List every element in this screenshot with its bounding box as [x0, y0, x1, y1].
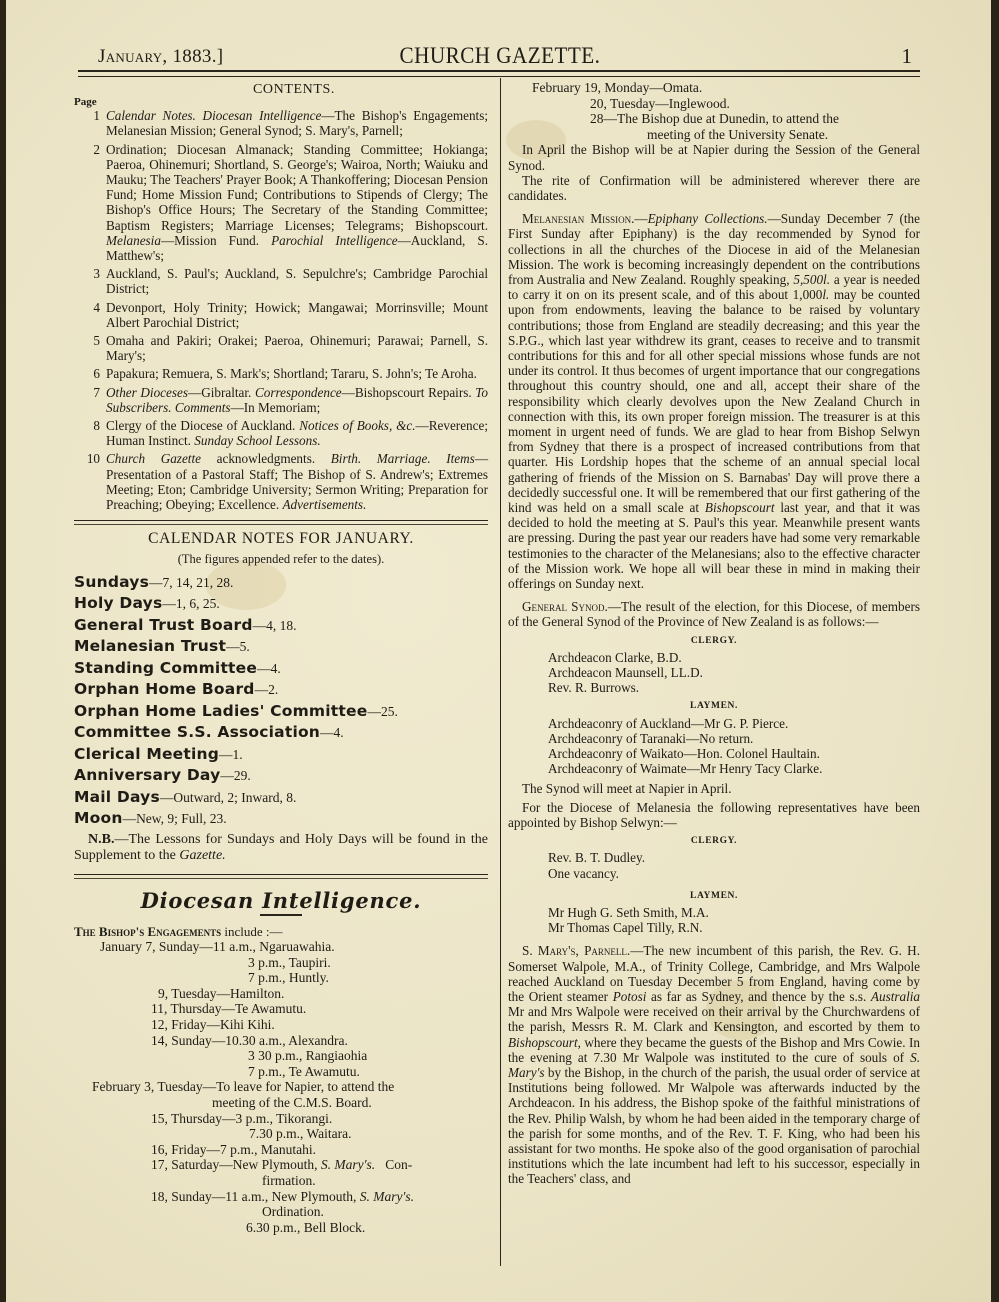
laymen-list	[508, 716, 920, 777]
engagement-line: 7.30 p.m., Waitara.	[249, 1126, 352, 1142]
name-entry: Mr Thomas Capel Tilly, R.N.	[548, 920, 703, 936]
general-synod-article: General Synod.—The result of the election, for this Diocese, of members of the General Synod of the Province of New Zealand is as follows:—	[508, 599, 920, 630]
calendar-value: —2.	[254, 682, 279, 698]
page-edge-right	[991, 0, 999, 1302]
calendar-label: Clerical Meeting	[74, 744, 220, 763]
calendar-row	[74, 744, 488, 766]
section-rule	[74, 520, 488, 525]
calendar-row	[74, 593, 488, 615]
name-entry: Archdeaconry of Auckland—Mr G. P. Pierce.	[548, 715, 789, 731]
calendar-value: —29.	[220, 768, 251, 784]
calendar-value: —25.	[367, 703, 398, 719]
publication-title: CHURCH GAZETTE.	[399, 43, 601, 68]
contents-item	[74, 366, 488, 381]
engagement-line: February 3, Tuesday—To leave for Napier, to attend the	[92, 1079, 395, 1095]
calendar-row	[74, 808, 488, 830]
calendar-row	[74, 572, 488, 594]
contents-page-number: 2	[93, 141, 100, 157]
laymen-label: LAYMEN.	[690, 701, 738, 712]
calendar-value: —1.	[219, 746, 243, 762]
engagements-list	[74, 939, 488, 1235]
calendar-label: Orphan Home Board	[74, 680, 255, 699]
calendar-row	[74, 722, 488, 744]
calendar-heading: CALENDAR NOTES FOR JANUARY.	[148, 530, 414, 548]
name-entry: Rev. B. T. Dudley.	[548, 850, 646, 866]
calendar-value: —4, 18.	[252, 617, 297, 633]
name-entry: Archdeaconry of Waimate—Mr Henry Tacy Clarke.	[548, 761, 823, 777]
calendar-row	[74, 679, 488, 701]
melanesian-mission-article: Melanesian Mission.—Epiphany Collections.—Sunday December 7 (the First Sunday after Epiphany) is the day recommended by Synod for collections in all the churches of the Diocese in aid of the Melanesian Mission. The work is becoming increasingly dependent on the contributions from Australia and New Zealand. Roughly speaking, 5,500l. a year is needed to carry it on on its present scale, and of this about 1,000l. may be counted upon from endowments, leaving the balance to be raised by voluntary contributions; those from England are steadily decreasing; and this year the S.P.G., which last year withdrew its grant, ceases to receive and to transmit contributions for this and for all other special missions whose funds are not under its control. It thus becomes of urgent importance that our congregations throughout this country should, one and all, accept their share of the responsibility which clearly devolves upon the New Zealand Church in connection with this, its own proper foreign mission. The treasurer is at this moment in urgent need of funds. We are glad to hear from Bishop Selwyn from Sydney that there is a prospect of increased contributions from that quarter. His Lordship hopes that the scheme of an annual special local gathering of friends of the Mission on S. Barnabas' Day will prove there a decidedly successful one. It will be remembered that our first gathering of the kind was held on a small scale at Bishopscourt last year, and that it was decided to hold the meeting at S. Paul's this year. Meanwhile present wants are pressing. During the past year our readers have had some very remarkable testimonies to the character of the Melanesians; also to the effective character of the Mission work. We hope all will bear these in mind in making their offerings on Sunday next.	[508, 211, 921, 592]
calendar-label: Anniversary Day	[74, 766, 221, 785]
contents-page-number: 8	[93, 418, 100, 434]
engagement-line: 7 p.m., Te Awamutu.	[248, 1063, 360, 1079]
engagement-line: 20, Tuesday—Inglewood.	[590, 95, 730, 111]
engagement-line: February 19, Monday—Omata.	[532, 80, 703, 95]
contents-item	[74, 333, 488, 363]
contents-page-number: 7	[93, 384, 100, 400]
engagement-line: 15, Thursday—3 p.m., Tikorangi.	[151, 1110, 333, 1126]
calendar-value: —Outward, 2; Inward, 8.	[159, 789, 297, 805]
clergy-list	[508, 650, 920, 696]
contents-page-label: Page	[74, 96, 97, 109]
right-column	[508, 80, 920, 1187]
calendar-value: —4.	[257, 660, 281, 676]
engagement-line: 16, Friday—7 p.m., Manutahi.	[151, 1141, 316, 1157]
engagement-line: firmation.	[262, 1173, 316, 1188]
calendar-note: N.B.—The Lessons for Sundays and Holy Days will be found in the Supplement to the Gazette.	[74, 831, 488, 863]
contents-item	[74, 142, 488, 264]
mel-clergy-label: CLERGY.	[690, 836, 738, 847]
engagement-line: Ordination.	[262, 1204, 324, 1220]
diocesan-intelligence-heading: Diocesan Intelligence.	[140, 887, 422, 913]
contents-entry-text: Auckland, S. Paul's; Auckland, S. Sepulchre's; Cambridge Parochial District;	[106, 266, 488, 297]
name-entry: Rev. R. Burrows.	[548, 680, 640, 696]
calendar-label: Mail Days	[74, 787, 160, 806]
contents-heading: CONTENTS.	[252, 82, 335, 97]
contents-entry-text: Ordination; Diocesan Almanack; Standing Committee; Hokianga; Paeroa, Ohinemuri; Shortland, S. George's; Wairoa, North; Waiuku and Mauku; The Teachers' Prayer Book; A Thankoffering; Diocesan Pension Fund; Home Mission Fund; Contributions to Stipends of Clergy; The Bishop's Office Hours; The Secretary of the Standing Committee; Baptism Registers; Marriage Licenses; Telegrams; Bishopscourt. Melanesia—Mission Fund. Parochial Intelligence—Auckland, S. Matthew's;	[106, 141, 488, 264]
engagements-lead: The Bishop's Engagements include :—	[74, 923, 283, 939]
calendar-label: Sundays	[74, 572, 150, 591]
contents-page-number: 1	[93, 108, 100, 124]
calendar-value: —5.	[226, 639, 250, 655]
april-paragraph: In April the Bishop will be at Napier during the Session of the General Synod.	[508, 142, 920, 173]
contents-item	[74, 418, 488, 448]
calendar-label: Orphan Home Ladies' Committee	[74, 701, 368, 720]
engagement-line: 11, Thursday—Te Awamutu.	[151, 1001, 307, 1017]
contents-list	[74, 108, 488, 512]
name-entry: Archdeaconry of Waikato—Hon. Colonel Haultain.	[548, 746, 820, 762]
contents-item	[74, 451, 488, 512]
engagement-line: 17, Saturday—New Plymouth, S. Mary's. Con-	[151, 1157, 413, 1173]
calendar-label: Committee S.S. Association	[74, 723, 321, 742]
contents-item	[74, 266, 488, 296]
calendar-value: —1, 6, 25.	[162, 596, 220, 612]
engagement-line: 14, Sunday—10.30 a.m., Alexandra.	[151, 1032, 348, 1048]
calendar-subtitle: (The figures appended refer to the dates).	[177, 552, 385, 567]
mel-clergy-list	[508, 850, 920, 880]
calendar-list	[74, 572, 488, 830]
calendar-value: —4.	[320, 725, 344, 741]
calendar-label: Melanesian Trust	[74, 637, 227, 656]
engagement-line: 28—The Bishop due at Dunedin, to attend the	[590, 111, 839, 127]
contents-item	[74, 300, 488, 330]
engagement-line: meeting of the University Senate.	[647, 126, 829, 142]
contents-page-number: 10	[86, 451, 100, 467]
engagements-continued	[508, 80, 920, 142]
engagement-line: 7 p.m., Huntly.	[248, 970, 329, 986]
running-header	[80, 40, 920, 70]
page-number: 1	[901, 44, 912, 68]
calendar-row	[74, 636, 488, 658]
calendar-value: —New, 9; Full, 23.	[122, 811, 227, 827]
calendar-label: General Trust Board	[74, 615, 253, 634]
name-entry: Archdeacon Maunsell, LL.D.	[548, 665, 703, 681]
calendar-row	[74, 658, 488, 680]
mel-laymen-label: LAYMEN.	[690, 890, 738, 901]
mel-laymen-list	[508, 905, 920, 935]
confirmation-paragraph: The rite of Confirmation will be administered wherever there are candidates.	[508, 172, 920, 203]
contents-entry-text: Papakura; Remuera, S. Mark's; Shortland; Tararu, S. John's; Te Aroha.	[106, 366, 477, 382]
calendar-value: —7, 14, 21, 28.	[149, 574, 234, 590]
engagement-line: 6.30 p.m., Bell Block.	[246, 1219, 366, 1235]
calendar-label: Holy Days	[74, 594, 163, 613]
contents-item	[74, 108, 488, 138]
name-entry: One vacancy.	[548, 865, 619, 881]
column-divider	[500, 78, 501, 1266]
heading-bar	[260, 914, 302, 916]
section-rule	[74, 874, 488, 879]
contents-page-number: 4	[93, 299, 100, 315]
contents-entry-text: Clergy of the Diocese of Auckland. Notices of Books, &c.—Reverence; Human Instinct. Sunday School Lessons.	[106, 418, 489, 449]
engagement-line: 3 30 p.m., Rangiaohia	[248, 1048, 368, 1064]
issue-date: January, 1883.]	[98, 46, 224, 67]
contents-entry-text: Calendar Notes. Diocesan Intelligence—The Bishop's Engagements; Melanesian Mission; General Synod; S. Mary's, Parnell;	[106, 108, 488, 139]
calendar-row	[74, 701, 488, 723]
contents-entry-text: Church Gazette acknowledgments. Birth. Marriage. Items—Presentation of a Pastoral Staff; The Bishop of S. Andrew's; Extremes Meeting; Eton; Cambridge University; Sermon Writing; Preparation for Preaching; Obeying; Excellence. Advertisements.	[106, 451, 488, 513]
engagement-line: 3 p.m., Taupiri.	[248, 954, 331, 970]
contents-entry-text: Omaha and Pakiri; Orakei; Paeroa, Ohinemuri; Parawai; Parnell, S. Mary's;	[106, 333, 488, 364]
melanesia-representatives-intro: For the Diocese of Melanesia the following representatives have been appointed by Bishop Selwyn:—	[508, 799, 920, 830]
contents-entry-text: Other Dioceses—Gibraltar. Correspondence—Bishopscourt Repairs. To Subscribers. Comments—In Memoriam;	[106, 384, 489, 415]
contents-page-number: 3	[93, 266, 100, 282]
clergy-label: CLERGY.	[690, 635, 738, 646]
contents-page-number: 5	[93, 333, 100, 349]
name-entry: Archdeaconry of Taranaki—No return.	[548, 730, 754, 746]
engagement-line: meeting of the C.M.S. Board.	[212, 1095, 372, 1111]
left-column	[74, 82, 488, 1235]
st-marys-parnell-article: S. Mary's, Parnell.—The new incumbent of this parish, the Rev. G. H. Somerset Walpole, M.A., of Trinity College, Cambridge, and Mrs Walpole reached Auckland on Tuesday December 5 from England, having come by the Orient steamer Potosi as far as Sydney, and thence by the s.s. Australia Mr and Mrs Walpole were received on their arrival by the Churchwardens of the parish, Messrs R. M. Clark and Kensington, and escorted by them to Bishopscourt, where they became the guests of the Bishop and Mrs Cowie. In the evening at 7.30 Mr Walpole was instituted to the cure of souls of S. Mary's by the Bishop, in the church of the parish, the usual order of service at Institutions being followed. Mr Walpole was afterwards inducted by the Archdeacon. In his address, the Bishop spoke of the faithful ministrations of the Rev. Philip Walsh, by whom he had been aided in the temporary charge of the parish for some months, and of the Rev. T. F. King, who had been his assistant for two months. He spoke also of the good organisation of parochial institutions which the late incumbent had left to his successor, especially in the Teachers' class, and	[508, 943, 921, 1187]
contents-entry-text: Devonport, Holy Trinity; Howick; Mangawai; Morrinsville; Mount Albert Parochial District;	[106, 299, 488, 330]
name-entry: Archdeacon Clarke, B.D.	[548, 649, 682, 665]
engagement-line: January 7, Sunday—11 a.m., Ngaruawahia.	[100, 939, 335, 955]
name-entry: Mr Hugh G. Seth Smith, M.A.	[548, 904, 709, 920]
calendar-row	[74, 765, 488, 787]
contents-item	[74, 385, 488, 415]
calendar-label: Standing Committee	[74, 658, 258, 677]
header-rule	[78, 70, 920, 77]
engagement-line: 12, Friday—Kihi Kihi.	[151, 1017, 275, 1033]
calendar-row	[74, 787, 488, 809]
calendar-label: Moon	[74, 809, 123, 828]
engagement-line: 9, Tuesday—Hamilton.	[158, 985, 285, 1001]
contents-page-number: 6	[93, 366, 100, 382]
calendar-row	[74, 615, 488, 637]
engagement-line: 18, Sunday—11 a.m., New Plymouth, S. Mary's.	[151, 1188, 415, 1204]
synod-meeting-note: The Synod will meet at Napier in April.	[522, 780, 732, 796]
